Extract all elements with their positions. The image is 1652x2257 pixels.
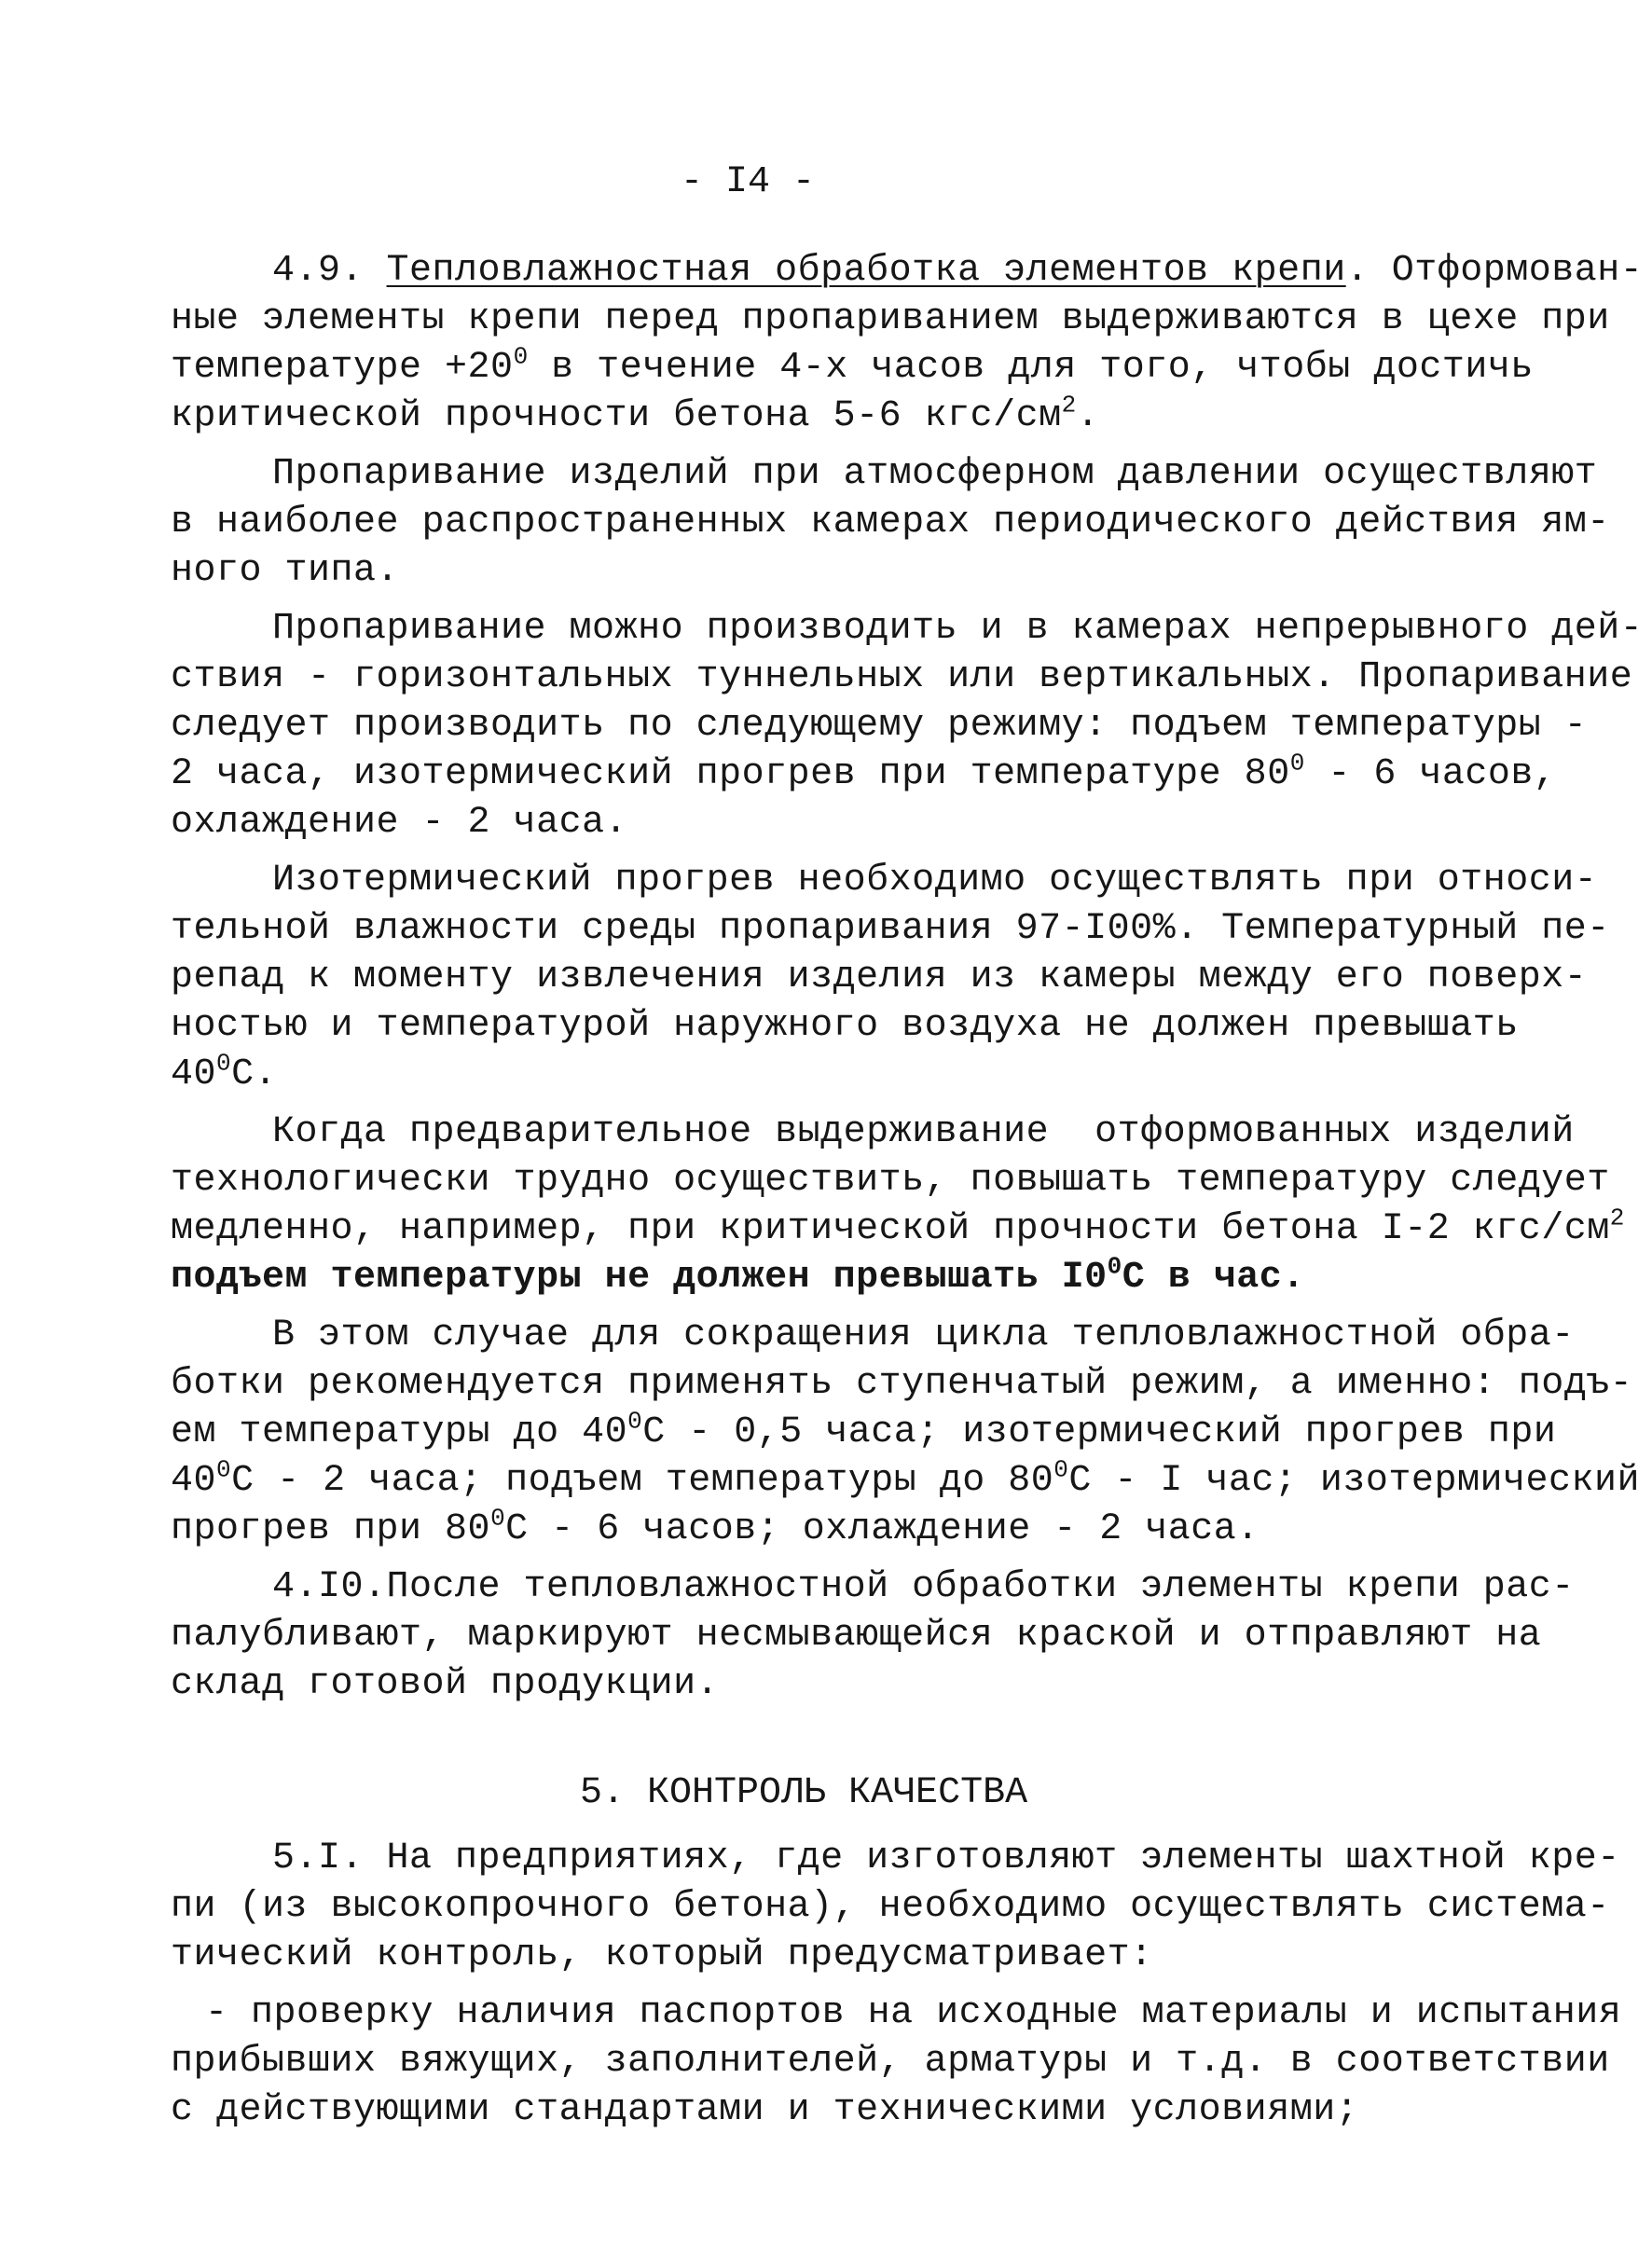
section-4-9-number: 4.9. (272, 250, 365, 292)
bullet-line: - проверку наличия паспортов на исходные материалы и испытания (205, 1992, 1622, 2034)
text-line: ные элементы крепи перед пропариванием выдерживаются в цехе при (171, 298, 1610, 340)
text-line: склад готовой продукции. (171, 1663, 720, 1705)
text-line: с действующими стандартами и техническими условиями; (171, 2089, 1359, 2131)
text-line: пи (из высокопрочного бетона), необходимо осуществлять система- (171, 1886, 1610, 1928)
section-4-9-line-1: 4.9. Тепловлажностная обработка элементов крепи. Отформован- (272, 250, 1644, 292)
text-line: охлаждение - 2 часа. (171, 802, 628, 844)
text-line: Изотермический прогрев необходимо осуществлять при относи- (272, 860, 1598, 901)
text-line: Пропаривание можно производить и в камерах непрерывного дей- (272, 608, 1644, 650)
text-line: Когда предварительное выдерживание отформованных изделий (272, 1111, 1575, 1153)
text-line: $40^0С$. (171, 1049, 278, 1095)
text-line: палубливают, маркируют несмывающейся краской и отправляют на (171, 1615, 1542, 1657)
text-line: тельной влажности среды пропаривания 97-I00%. Температурный пе- (171, 908, 1610, 950)
text-line: следует производить по следующему режиму: подъем температуры - (171, 705, 1588, 747)
text-line: 2 часа, изотермический прогрев при температуре $80^0 - 6$ часов, (171, 749, 1557, 795)
text-line: медленно, например, при критической прочности бетона I-2 кгс/$см^2$ (171, 1204, 1625, 1250)
text-line: тический контроль, который предусматривает: (171, 1934, 1153, 1976)
text-line: В этом случае для сокращения цикла тепловлажностной обра- (272, 1314, 1575, 1356)
text-line: прибывших вяжущих, заполнителей, арматуры и т.д. в соответствии (171, 2041, 1610, 2083)
text-line: ностью и температурой наружного воздуха не должен превышать (171, 1005, 1519, 1047)
text-line: прогрев при $80^0С - 6$ часов; охлаждение - 2 часа. (171, 1504, 1260, 1550)
section-4-10-line-1: 4.I0.После тепловлажностной обработки элементы крепи рас- (272, 1566, 1575, 1608)
text-line: ного типа. (171, 550, 400, 592)
text-line: ботки рекомендуется применять ступенчатый режим, а именно: подъ- (171, 1363, 1633, 1405)
text-line: в наиболее распространенных камерах периодического действия ям- (171, 502, 1610, 544)
text-line: $40^0С - 2$ часа; подъем температуры до $80^0С$ - I час; изотермический (171, 1455, 1640, 1502)
text-line: критической прочности бетона 5-6 кгс/$см^2$. (171, 391, 1100, 437)
section-4-9-title: Тепловлажностная обработка элементов крепи (386, 250, 1346, 292)
section-5-heading: 5. КОНТРОЛЬ КАЧЕСТВА (580, 1772, 1028, 1814)
text-line: подъем температуры не должен превышать $I0^0С$ в час. (171, 1252, 1305, 1299)
text-line: температуре $+20^0$ в течение 4-х часов для того, чтобы достичь (171, 342, 1534, 389)
text-line: ем температуры до $40^0С - 0,5$ часа; изотермический прогрев при (171, 1407, 1557, 1453)
text-line: ствия - горизонтальных туннельных или вертикальных. Пропаривание (171, 656, 1633, 698)
text-line: Пропаривание изделий при атмосферном давлении осуществляют (272, 453, 1598, 495)
section-5-1-line-1: 5.I. На предприятиях, где изготовляют элементы шахтной кре- (272, 1837, 1620, 1879)
text-line: технологически трудно осуществить, повышать температуру следует (171, 1160, 1610, 1202)
page-number: - I4 - (681, 161, 816, 203)
text-line: репад к моменту извлечения изделия из камеры между его поверх- (171, 956, 1588, 998)
